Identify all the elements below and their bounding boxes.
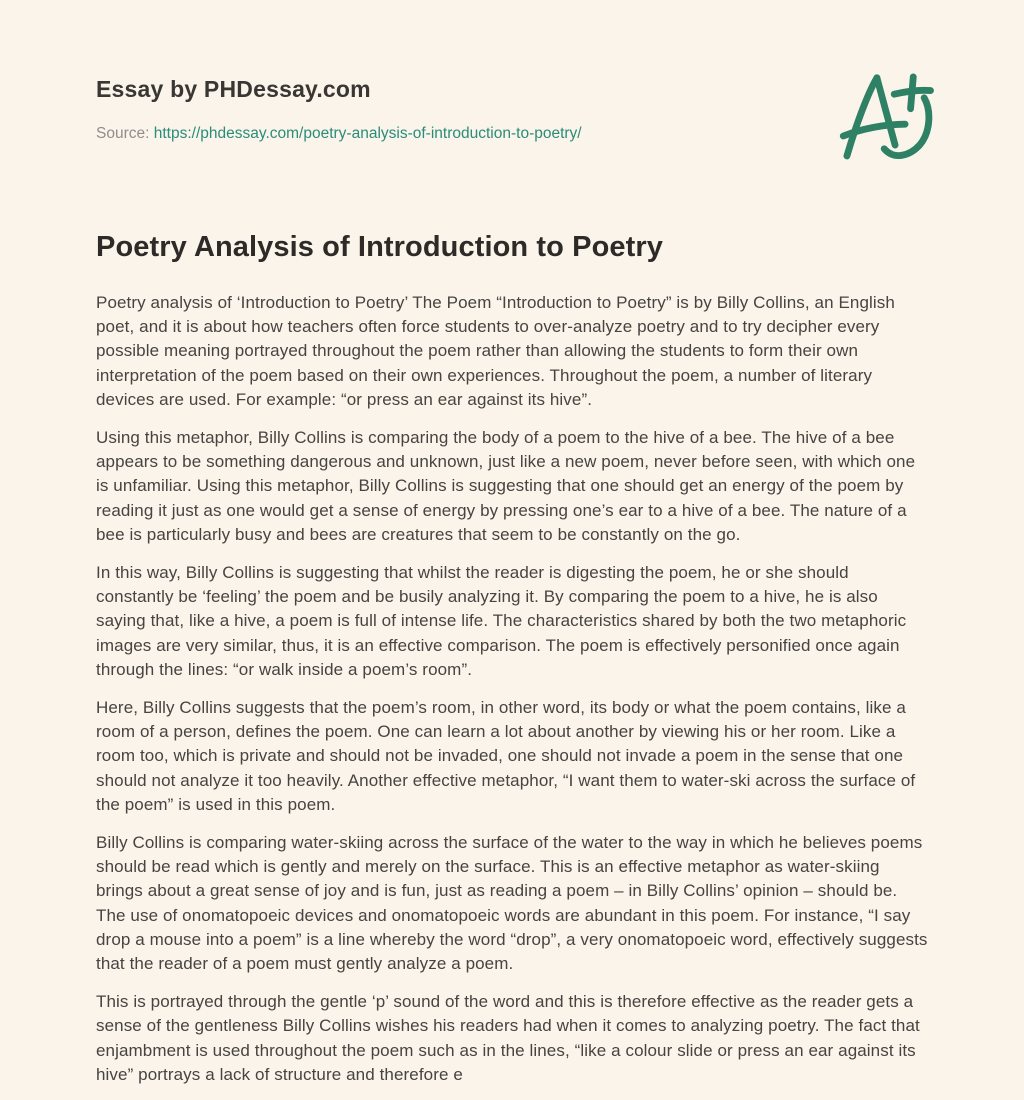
logo-a-crossbar: [843, 124, 905, 136]
site-header-title: Essay by PHDessay.com: [96, 76, 371, 102]
essay-body: [96, 291, 928, 1087]
page-header: [96, 76, 928, 143]
source-line: [96, 125, 928, 143]
logo-a-left-stroke: [847, 78, 877, 156]
logo-a-right-stroke: [877, 78, 895, 145]
essay-paragraph: This is portrayed through the gentle ‘p’ sound of the word and this is therefore effective as the reader gets a sense of the gentleness Billy Collins wishes his readers had when it comes to analyzing poetry. The fact that enjambment is used throughout the poem such as in the lines, “like a colour slide or press an ear against its hive” portrays a lack of structure and therefore e: [96, 992, 920, 1084]
essay-paragraph: In this way, Billy Collins is suggesting that whilst the reader is digesting the poem, he or she should constantly be ‘feeling’ the poem and be busily analyzing it. By comparing the poem to a hive, he is also saying that, like a hive, a poem is full of intense life. The characteristics shared by both the two metaphoric images are very similar, thus, it is an effective comparison. The poem is effectively personified once again through the lines: “or walk inside a poem’s room”.: [96, 563, 907, 679]
essay-paragraph: Here, Billy Collins suggests that the poem’s room, in other word, its body or what the poem contains, like a room of a person, defines the poem. One can learn a lot about another by viewing his or her room. Like a room too, which is private and should not be invaded, one should not invade a poem in the sense that one should not analyze it too heavily. Another effective metaphor, “I want them to water-ski across the surface of the poem” is used in this poem.: [96, 698, 916, 814]
source-label: Source:: [96, 125, 150, 142]
source-link[interactable]: https://phdessay.com/poetry-analysis-of-introduction-to-poetry/: [153, 125, 582, 142]
essay-title: Poetry Analysis of Introduction to Poetry: [96, 231, 663, 263]
essay-paragraph: Billy Collins is comparing water-skiing across the surface of the water to the way in which he believes poems should be read which is gently and merely on the surface. This is an effective metaphor as water-skiing brings about a great sense of joy and is fun, just as reading a poem – in Billy Collins’ opinion – should be. The use of onomatopoeic devices and onomatopoeic words are abundant in this poem. For instance, “I say drop a mouse into a poem” is a line whereby the word “drop”, a very onomatopoeic word, effectively suggests that the reader of a poem must gently analyze a poem.: [96, 833, 928, 974]
a-plus-logo-icon: [836, 66, 936, 166]
essay-paragraph: Poetry analysis of ‘Introduction to Poetry’ The Poem “Introduction to Poetry” is by Billy Collins, an English poet, and it is about how teachers often force students to over-analyze poetry and to try decipher every possible meaning portrayed throughout the poem rather than allowing the students to form their own interpretation of the poem based on their own experiences. Throughout the poem, a number of literary devices are used. For example: “or press an ear against its hive”.: [96, 293, 895, 409]
logo-plus-horizontal: [894, 90, 930, 94]
essay-paragraph: Using this metaphor, Billy Collins is comparing the body of a poem to the hive of a bee. The hive of a bee appears to be something dangerous and unknown, just like a new poem, never before seen, with which one is unfamiliar. Using this metaphor, Billy Collins is suggesting that one should get an energy of the poem by reading it just as one would get a sense of energy by pressing one’s ear to a hive of a bee. The nature of a bee is particularly busy and bees are creatures that seem to be constantly on the go.: [96, 428, 916, 544]
